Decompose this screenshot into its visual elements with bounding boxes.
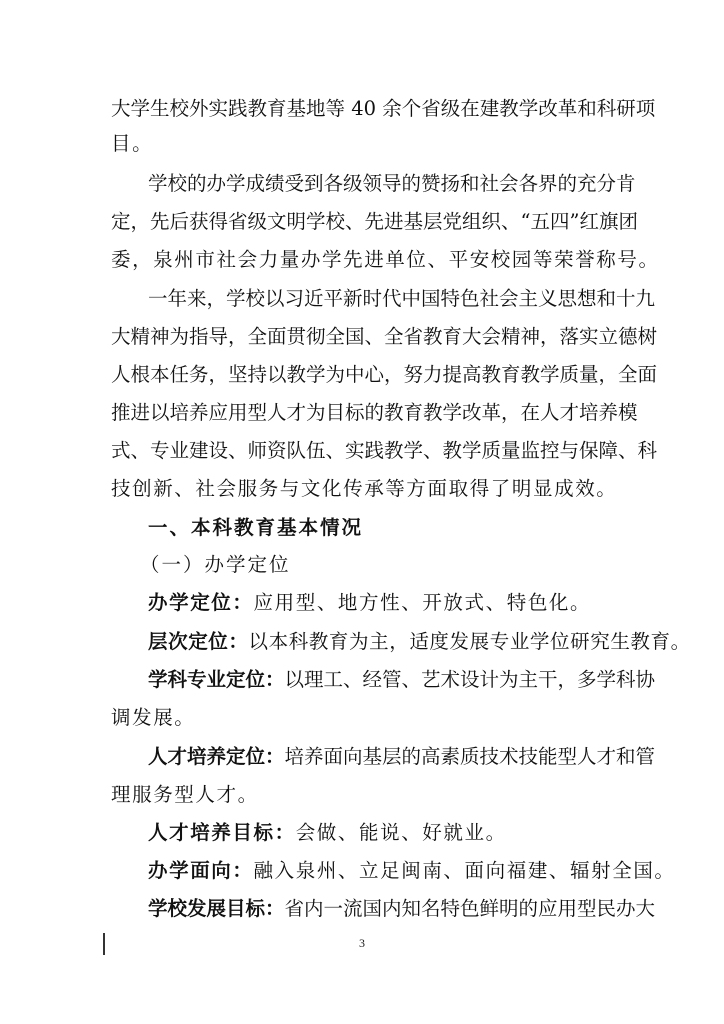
page-number: 3: [359, 936, 365, 950]
paragraph-line: 技创新、社会服务与文化传承等方面取得了明显成效。: [111, 477, 618, 500]
paragraph-line: 目。: [111, 132, 154, 155]
item-label: 学科专业定位：: [148, 668, 285, 691]
subsection-heading: [140, 553, 613, 577]
paragraph-line: 大学生校外实践教育基地等 40 余个省级在建教学改革和科研项: [111, 97, 656, 120]
item-label: 人才培养定位：: [148, 745, 285, 768]
item-label: 层次定位：: [148, 630, 249, 653]
item-label: 人才培养目标：: [148, 821, 296, 844]
footer-marker-bar: [103, 933, 105, 955]
paragraph-line: 式、专业建设、师资队伍、实践教学、教学质量监控与保障、科: [111, 439, 658, 462]
subsection-heading-text: （一）办学定位: [140, 553, 291, 576]
item-development: [148, 897, 656, 921]
paragraph-line: 大精神为指导，全面贯彻全国、全省教育大会精神，落实立德树: [111, 325, 658, 348]
paragraph-line: 理服务型人才。: [111, 783, 259, 806]
item-text: 融入泉州、立足闽南、面向福建、辐射全国。: [253, 859, 676, 882]
item-label: 办学定位：: [148, 591, 254, 614]
item-level: [148, 630, 691, 654]
paragraph-line: 定，先后获得省级文明学校、先进基层党组织、“五四”红旗团: [111, 210, 638, 233]
item-text: 以理工、经管、艺术设计为主干，多学科协: [284, 668, 656, 691]
paragraph-line: 一年来，学校以习近平新时代中国特色社会主义思想和十九: [148, 287, 656, 310]
item-discipline: [148, 668, 656, 692]
item-orientation: [148, 859, 676, 883]
item-text: 省内一流国内知名特色鲜明的应用型民办大: [284, 897, 656, 920]
item-talent: [148, 745, 656, 769]
paragraph-line: 学校的办学成绩受到各级领导的赞扬和社会各界的充分肯: [148, 172, 636, 195]
paragraph-line: 推进以培养应用型人才为目标的教育教学改革，在人才培养模: [111, 401, 638, 424]
paragraph-line: 人根本任务，坚持以教学为中心，努力提高教育教学质量，全面: [111, 363, 658, 386]
item-text: 以本科教育为主，适度发展专业学位研究生教育。: [248, 630, 691, 653]
paragraph-line: 委，泉州市社会力量办学先进单位、平安校园等荣誉称号。: [111, 248, 660, 271]
item-label: 学校发展目标：: [148, 897, 285, 920]
item-goal: [148, 821, 621, 845]
item-text: 会做、能说、好就业。: [295, 821, 507, 844]
item-text: 培养面向基层的高素质技术技能型人才和管: [284, 745, 656, 768]
item-text: 应用型、地方性、开放式、特色化。: [253, 591, 592, 614]
section-heading: 一、本科教育基本情况: [148, 516, 364, 539]
item-position: [148, 591, 621, 615]
paragraph-line: 调发展。: [111, 706, 196, 729]
item-label: 办学面向：: [148, 859, 254, 882]
